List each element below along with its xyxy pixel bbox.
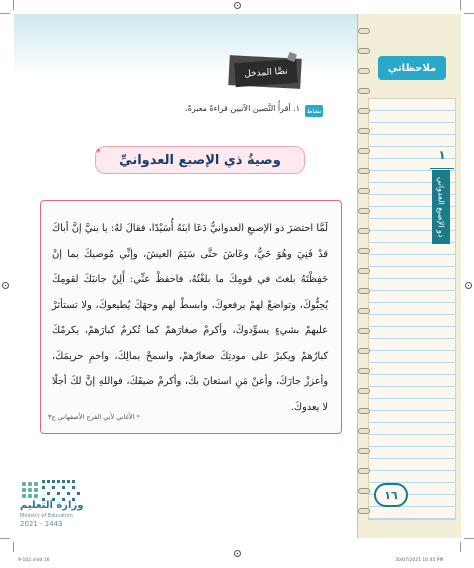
footnote [48,413,208,425]
spiral-ring [358,388,370,394]
spiral-ring [358,508,370,514]
spiral-ring [358,448,370,454]
registration-mark-icon [234,550,241,557]
slug-date: 30/07/2021 10:45 PM [395,558,444,563]
spiral-ring [358,88,370,94]
spiral-ring [358,188,370,194]
crop-mark [13,0,14,10]
spiral-ring [358,28,370,34]
passage-title: وصيةُ ذي الإصبع العدوانيِّ [95,146,305,174]
spiral-ring [358,368,370,374]
crop-mark [0,538,10,539]
spiral-ring [358,268,370,274]
spiral-binding [358,28,370,528]
spiral-ring [358,128,370,134]
spiral-ring [358,228,370,234]
spiral-ring [358,348,370,354]
registration-mark-icon [234,2,241,9]
spiral-ring [358,488,370,494]
crop-mark [460,542,461,552]
instruction-text: ١. أقرأُ النَّصين الآتيين قراءةً معبرةً. [185,104,300,113]
registration-mark-icon [2,282,9,289]
crop-mark [0,13,10,14]
ministry-year: 2021 - 1443 [20,520,63,528]
spiral-ring [358,208,370,214]
spiral-ring [358,288,370,294]
spiral-ring [358,108,370,114]
registration-mark-icon [465,282,472,289]
unit-number: ١ [430,148,454,169]
top-gradient-band [14,14,357,76]
passage-text: لَمَّا احتضرَ ذو الإصبعِ العدوانيُّ دَعَا ابنَهُ أُسَيْدًا، فقالَ لهُ: يا بنيَّ إنَّ أباكَ قدْ فَنِيَ وهُوَ حَيٌّ، وعَاشَ حتَّى سَئِمَ العيشَ، وإنِّي مُوصيكَ بما إنْ حَفِظْتَهُ بلغتَ في قومِكَ ما بلغْتُهُ، فاحفظْ عنِّي: أَلِنْ جانبَكَ لقومِكَ يُحِبُّوكَ، وتواضعْ لهمْ يرفعوكَ، وابسطْ لهم وجهَكَ يُطيعوكَ، ولا تستأثرْ عليهمْ بشيءٍ يسوِّدوكَ، وأكرمْ صغارَهمْ كما تُكرمُ كبارَهمْ، يكرمْكَ كبارُهمْ ويكبرْ على مودتِكَ صغارُهمْ، واسمحْ بمالِكَ، واحمِ حريمَكَ، وأعززْ جارَكَ، وأعنْ مَنِ استعانَ بكَ، وأكرمْ ضيفَكَ، فواللهِ إنَّ لكَ أجلًا لا يعدوكَ. [52,223,328,413]
spiral-ring [358,48,370,54]
spiral-ring [358,468,370,474]
spiral-ring [358,148,370,154]
unit-name-tab: ذو الإصبع العدواني [432,170,450,244]
crop-mark [464,538,474,539]
crop-mark [460,0,461,10]
spiral-ring [358,68,370,74]
activity-icon: نشاط [305,105,323,117]
section-tag: نصَّا المدخل [234,59,298,87]
footnote-text: الأغاني لأبي الفرج الأصفهاني ج٣ [48,413,135,421]
spiral-ring [358,248,370,254]
spiral-ring [358,168,370,174]
title-star-icon: * [96,148,101,158]
page-number: ١٦ [374,483,408,507]
ministry-name: وزارة التعليم [20,500,84,511]
spiral-ring [358,408,370,414]
crop-mark [464,13,474,14]
notes-tab: ملاحظاتي [378,56,446,80]
spiral-ring [358,308,370,314]
slug-filename: 9-102.indd 16 [18,558,50,563]
ministry-english: Ministry of Education [20,513,73,519]
spiral-ring [358,428,370,434]
footnote-star-icon: * [136,413,140,421]
crop-mark [13,542,14,552]
spiral-ring [358,328,370,334]
